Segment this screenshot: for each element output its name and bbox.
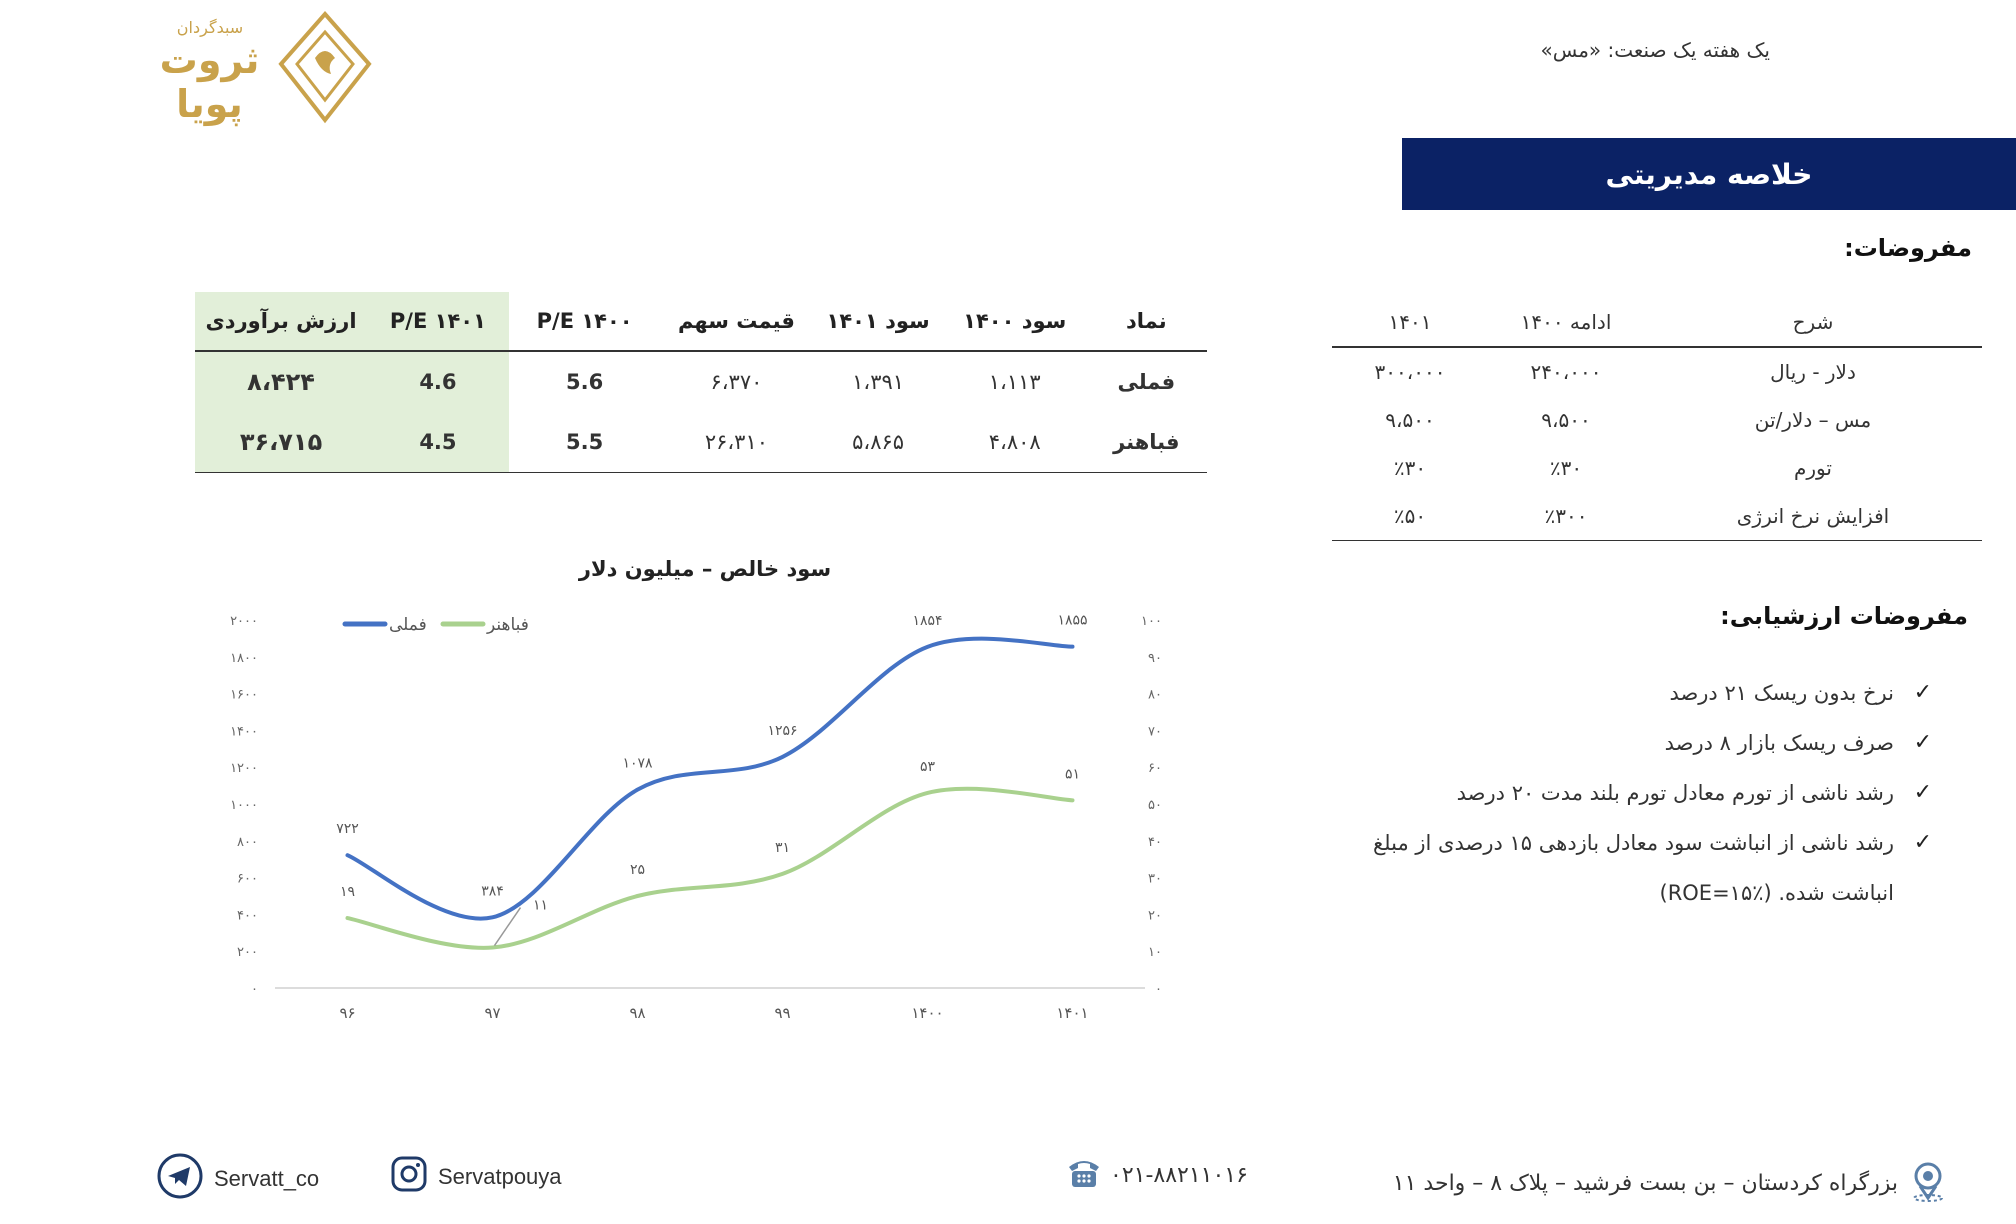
data-label: ۱۸۵۴ [912, 612, 943, 629]
table-row [195, 412, 1207, 473]
list-item [1292, 768, 1932, 818]
x-tick-label: ۱۴۰۱ [1056, 1004, 1089, 1022]
data-label: ۳۸۴ [481, 883, 504, 900]
y-right-tick-label: ۶۰ [1148, 761, 1162, 777]
y-right-tick-label: ۲۰ [1148, 908, 1162, 924]
company-logo [155, 8, 375, 128]
table-row [1332, 444, 1982, 492]
table-cell: ۴،۸۰۸ [944, 412, 1086, 473]
address [1393, 1158, 1948, 1208]
assumptions-heading: مفروضات: [1844, 234, 1972, 262]
y-right-tick-label: ۹۰ [1148, 650, 1162, 666]
column-header: P/E ۱۴۰۱ [367, 292, 509, 351]
logo-small-text: سبدگردان [176, 18, 244, 37]
valuation-heading: مفروضات ارزشیابی: [1720, 602, 1968, 630]
list-item-text: رشد ناشی از انباشت سود معادل بازدهی ۱۵ درصدی از مبلغ [1373, 831, 1894, 855]
instagram-handle: Servatpouya [438, 1164, 562, 1189]
column-header: نماد [1086, 292, 1207, 351]
table-cell: ۸،۴۲۴ [195, 351, 367, 412]
table-cell: ۹،۵۰۰ [1541, 408, 1591, 432]
y-left-tick-label: ۸۰۰ [237, 834, 258, 850]
y-left-tick-label: ۴۰۰ [237, 908, 258, 924]
series-line-0 [348, 639, 1073, 919]
table-row [1332, 396, 1982, 444]
net-profit-chart [200, 548, 1170, 1028]
table-cell: مس – دلار/تن [1754, 408, 1872, 432]
y-left-tick-label: ۰ [251, 982, 258, 997]
table-cell: 4.6 [367, 351, 509, 412]
table-cell: 5.5 [509, 412, 661, 473]
checkmark-icon: ✓ [1913, 780, 1932, 805]
chart-title: سود خالص – میلیون دلار [578, 557, 832, 581]
phone-icon [1066, 1155, 1102, 1195]
y-right-tick-label: ۰ [1155, 982, 1162, 997]
y-left-tick-label: ۲۰۰ [237, 945, 258, 961]
table-cell: 4.5 [367, 412, 509, 473]
legend-label: فملی [389, 615, 427, 635]
table-cell: ۳۶،۷۱۵ [195, 412, 367, 473]
y-right-tick-label: ۷۰ [1148, 724, 1162, 740]
telegram-link[interactable] [156, 1152, 319, 1206]
column-header: قیمت سهم [661, 292, 813, 351]
x-tick-label: ۹۶ [339, 1004, 356, 1022]
logo-main-text: ثروت پویا [159, 38, 260, 126]
y-left-tick-label: ۱۲۰۰ [230, 761, 258, 777]
report-title: یک هفته یک صنعت: «مس» [1540, 38, 1770, 62]
y-right-tick-label: ۱۰۰ [1141, 614, 1162, 629]
table-cell: ۳۰۰،۰۰۰ [1374, 360, 1446, 384]
y-right-tick-label: ۱۰ [1148, 945, 1162, 961]
checkmark-icon: ✓ [1913, 730, 1932, 755]
instagram-icon [390, 1155, 428, 1199]
table-row [1332, 492, 1982, 541]
list-item-continuation: انباشت شده. (ROE=۱۵٪) [1659, 881, 1894, 905]
data-label: ۲۵ [629, 862, 646, 878]
list-item-text: رشد ناشی از تورم معادل تورم بلند مدت ۲۰ درصد [1456, 781, 1894, 805]
checkmark-icon: ✓ [1913, 680, 1932, 705]
y-left-tick-label: ۶۰۰ [237, 871, 258, 887]
table-cell: ۹،۵۰۰ [1385, 408, 1435, 432]
legend-label: فباهنر [487, 615, 529, 635]
list-item-text: صرف ریسک بازار ۸ درصد [1664, 731, 1894, 755]
column-header: سود ۱۴۰۱ [812, 292, 944, 351]
stock-valuation-table [195, 292, 1207, 473]
phone-number[interactable]: ۰۲۱-۸۸۲۱۱۰۱۶ [1110, 1162, 1248, 1188]
phone [1066, 1155, 1248, 1195]
checkmark-icon: ✓ [1913, 830, 1932, 855]
table-cell: تورم [1794, 456, 1832, 480]
table-cell: ۲۴۰،۰۰۰ [1530, 360, 1602, 384]
y-right-tick-label: ۴۰ [1148, 834, 1162, 850]
address-text: بزرگراه کردستان – بن بست فرشید – پلاک ۸ – واحد ۱۱ [1392, 1170, 1898, 1196]
location-icon [1908, 1158, 1948, 1208]
data-label: ۷۲۲ [336, 821, 359, 838]
table-cell: ۲۶،۳۱۰ [661, 412, 813, 473]
y-right-tick-label: ۵۰ [1148, 798, 1162, 813]
list-item [1292, 818, 1932, 868]
table-row [195, 351, 1207, 412]
table-cell: ٪۵۰ [1332, 492, 1488, 541]
telegram-handle: Servatt_co [214, 1166, 320, 1191]
data-label: ۱۹ [339, 884, 356, 901]
table-cell: ۶،۳۷۰ [710, 370, 763, 394]
table-cell: دلار - ریال [1770, 360, 1856, 384]
data-label: ۱۰۷۸ [622, 755, 653, 772]
table-cell: ٪۳۰ [1393, 456, 1427, 480]
series-line-1 [348, 789, 1073, 948]
y-right-tick-label: ۸۰ [1148, 687, 1162, 703]
column-header: ۱۴۰۱ [1332, 298, 1488, 347]
list-item-text: نرخ بدون ریسک ۲۱ درصد [1669, 681, 1894, 705]
list-item [1292, 718, 1932, 768]
summary-banner: خلاصه مدیریتی [1402, 138, 2016, 210]
column-header: سود ۱۴۰۰ [944, 292, 1086, 351]
data-label: ۵۳ [919, 758, 936, 775]
table-cell: ٪۳۰۰ [1488, 492, 1644, 541]
x-tick-label: ۱۴۰۰ [911, 1004, 944, 1022]
data-label: ۵۱ [1064, 766, 1081, 783]
valuation-list [1292, 668, 1932, 918]
table-row [1332, 347, 1982, 396]
y-left-tick-label: ۱۸۰۰ [230, 650, 258, 666]
data-label: ۱۱ [532, 897, 549, 914]
table-cell: فملی [1117, 370, 1176, 394]
stock-header-row [195, 292, 1207, 351]
assumptions-table [1332, 298, 1982, 541]
table-cell: ۱،۱۱۳ [988, 370, 1041, 394]
x-tick-label: ۹۸ [629, 1004, 646, 1022]
column-header: شرح [1644, 298, 1982, 347]
table-cell: 5.6 [566, 370, 604, 394]
column-header: P/E ۱۴۰۰ [509, 292, 661, 351]
assumptions-header-row [1332, 298, 1982, 347]
list-item [1292, 668, 1932, 718]
table-cell: ۱،۳۹۱ [852, 370, 905, 394]
y-right-tick-label: ۳۰ [1148, 871, 1162, 887]
y-left-tick-label: ۲۰۰۰ [230, 614, 258, 629]
table-cell: فباهنر [1086, 412, 1207, 473]
x-tick-label: ۹۹ [774, 1004, 791, 1022]
y-left-tick-label: ۱۰۰۰ [230, 798, 258, 813]
table-cell: ٪۳۰ [1549, 456, 1583, 480]
telegram-icon [156, 1152, 204, 1206]
x-tick-label: ۹۷ [484, 1004, 501, 1022]
column-header: ارزش برآوردی [195, 292, 367, 351]
data-label: ۱۸۵۵ [1057, 612, 1088, 629]
table-cell: ۵،۸۶۵ [812, 412, 944, 473]
table-cell: افزایش نرخ انرژی [1644, 492, 1982, 541]
data-label: ۳۱ [774, 839, 791, 856]
instagram-link[interactable] [390, 1155, 562, 1199]
data-label: ۱۲۵۶ [767, 722, 798, 739]
y-left-tick-label: ۱۴۰۰ [230, 724, 258, 740]
column-header: ادامه ۱۴۰۰ [1488, 298, 1644, 347]
y-left-tick-label: ۱۶۰۰ [230, 687, 258, 703]
